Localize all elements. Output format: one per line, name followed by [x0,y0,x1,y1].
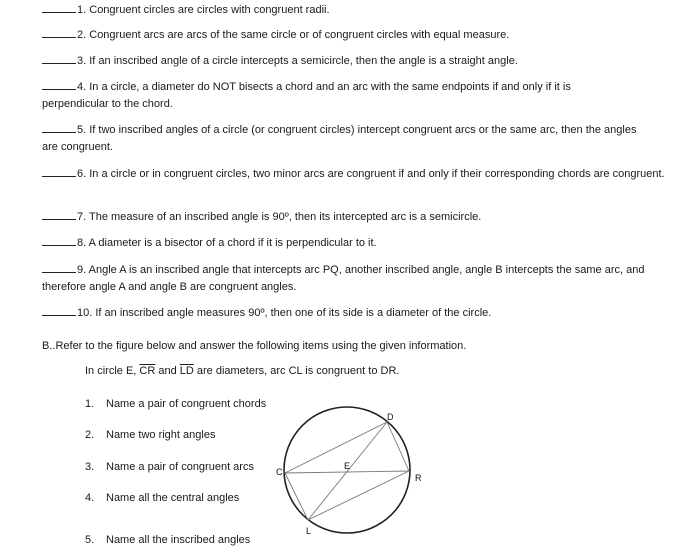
answer-blank[interactable] [42,236,76,246]
question-4 [85,491,239,506]
tf-item-5 [42,122,652,156]
diameter-ld [308,422,387,520]
question-number: 3. [85,461,95,473]
answer-blank[interactable] [42,28,76,38]
tf-item-1 [42,2,662,19]
question-text: Name a pair of congruent chords [106,398,267,410]
item-number: 10. [77,307,93,319]
answer-blank[interactable] [42,210,76,220]
given-mid: and [155,365,180,377]
item-text: Congruent arcs are arcs of the same circle or of congruent circles with equal measure. [89,29,510,41]
given-suffix: are diameters, arc CL is congruent to DR. [193,365,400,377]
item-text: In a circle, a diameter do NOT bisects a chord and an arc with the same endpoints if and only if it is perpendicular to the chord. [42,81,571,110]
tf-item-3 [42,53,662,70]
label-l: L [306,526,312,536]
answer-blank[interactable] [42,167,76,177]
label-d: D [387,412,394,422]
item-number: 4. [77,81,87,93]
label-c: C [276,467,283,477]
question-number: 2. [85,429,95,441]
segment-ld: $\overline{LD}$ [179,365,194,377]
item-number: 3. [77,55,87,67]
item-text: Angle A is an inscribed angle that intercepts arc PQ, another inscribed angle, angle B intercepts the same arc, and therefore angle A and angle B are congruent angles. [42,264,645,293]
item-text: If two inscribed angles of a circle (or congruent circles) intercept congruent arcs or the same arc, then the angles are congruent. [42,124,637,153]
tf-item-7 [42,209,662,226]
question-number: 5. [85,534,95,546]
circle-figure [270,405,430,540]
item-text: A diameter is a bisector of a chord if it is perpendicular to it. [88,237,377,249]
question-3 [85,460,254,475]
section-b-given [85,364,399,379]
question-2 [85,428,215,443]
answer-blank[interactable] [42,80,76,90]
question-5 [85,533,250,548]
question-1 [85,397,266,412]
given-prefix: In circle E, [85,365,140,377]
tf-item-9 [42,262,652,296]
label-r: R [415,473,422,483]
chord-cl [285,473,308,520]
item-number: 9. [77,264,87,276]
question-text: Name all the inscribed angles [106,534,251,546]
item-text: If an inscribed angle of a circle intercepts a semicircle, then the angle is a straight angle. [89,55,518,67]
item-text: In a circle or in congruent circles, two minor arcs are congruent if and only if their corresponding chords are congruent. [89,168,665,180]
item-number: 1. [77,4,87,16]
item-text: If an inscribed angle measures 90º, then one of its side is a diameter of the circle. [95,307,492,319]
item-number: 7. [77,211,87,223]
item-number: 5. [77,124,87,136]
answer-blank[interactable] [42,306,76,316]
question-number: 4. [85,492,95,504]
chord-cd [285,422,387,473]
tf-item-10 [42,305,662,322]
question-text: Name a pair of congruent arcs [106,461,254,473]
question-number: 1. [85,398,95,410]
answer-blank[interactable] [42,263,76,273]
tf-item-2 [42,27,662,44]
item-text: The measure of an inscribed angle is 90º, then its intercepted arc is a semicircle. [89,211,482,223]
question-text: Name two right angles [106,429,216,441]
tf-item-8 [42,235,662,252]
answer-blank[interactable] [42,3,76,13]
tf-item-4 [42,79,622,113]
item-number: 8. [77,237,87,249]
question-text: Name all the central angles [106,492,240,504]
item-number: 2. [77,29,87,41]
item-number: 6. [77,168,87,180]
segment-cr: $\overline{CR}$ [139,365,156,377]
label-e: E [344,461,351,471]
answer-blank[interactable] [42,54,76,64]
item-text: Congruent circles are circles with congruent radii. [89,4,330,16]
answer-blank[interactable] [42,123,76,133]
section-b-heading: B..Refer to the figure below and answer the following items using the given information. [42,340,467,352]
tf-item-6 [42,166,667,183]
